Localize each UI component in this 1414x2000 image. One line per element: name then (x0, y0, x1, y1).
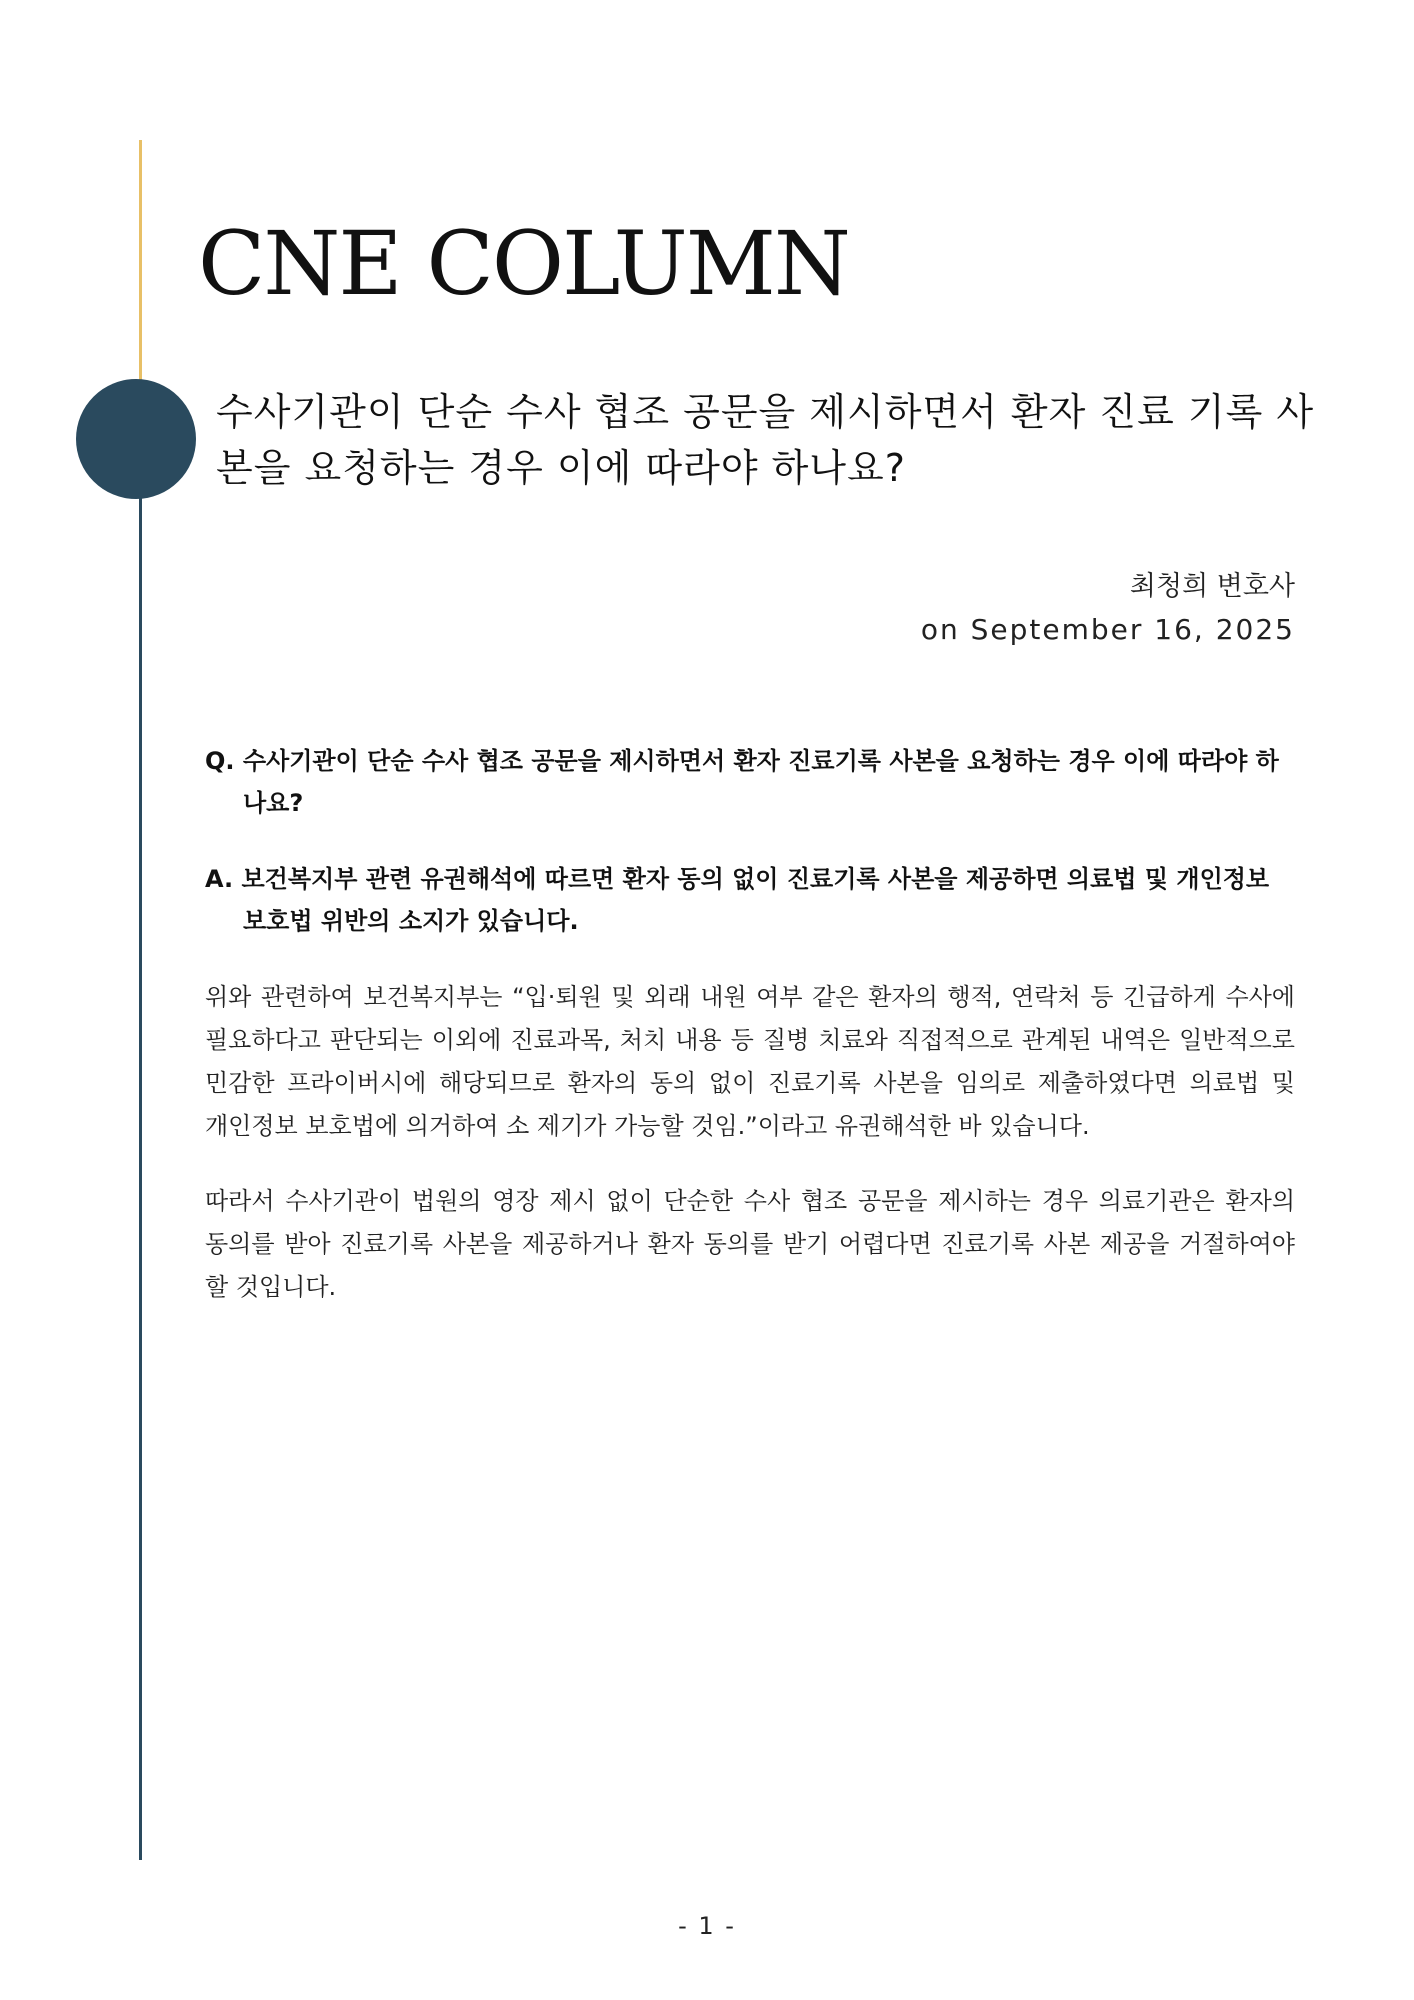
page-number: - 1 - (678, 1912, 736, 1940)
byline (921, 568, 1295, 654)
publish-date: on September 16, 2025 (920, 613, 1295, 646)
navy-accent-line (139, 380, 142, 1860)
body-paragraph-2: 따라서 수사기관이 법원의 영장 제시 없이 단순한 수사 협조 공문을 제시하는 경우 의료기관은 환자의 동의를 받아 진료기록 사본을 제공하거나 환자 동의를 받기 어렵다면 진료기록 사본 제공을 거절하여야 할 것입니다. (205, 1187, 1295, 1301)
column-brand-title: CNE COLUMN (198, 212, 849, 315)
article-headline: 수사기관이 단순 수사 협조 공문을 제시하면서 환자 진료 기록 사본을 요청하는 경우 이에 따라야 하나요? (216, 390, 1315, 490)
answer-text: A. 보건복지부 관련 유권해석에 따르면 환자 동의 없이 진료기록 사본을 제공하면 의료법 및 개인정보 보호법 위반의 소지가 있습니다. (205, 865, 1270, 935)
author-name: 최청희 변호사 (1129, 571, 1295, 602)
gold-accent-line (139, 140, 142, 380)
question-text: Q. 수사기관이 단순 수사 협조 공문을 제시하면서 환자 진료기록 사본을 요청하는 경우 이에 따라야 하나요? (205, 747, 1279, 817)
navy-circle-ornament (76, 379, 196, 499)
body-paragraph-1: 위와 관련하여 보건복지부는 “입·퇴원 및 외래 내원 여부 같은 환자의 행적, 연락처 등 긴급하게 수사에 필요하다고 판단되는 이외에 진료과목, 처치 내용 등 질병 치료와 직접적으로 관계된 내역은 일반적으로 민감한 프라이버시에 해당되므로 환자의 동의 없이 진료기록 사본을 임의로 제출하였다면 의료법 및 개인정보 보호법에 의거하여 소 제기가 가능할 것임.”이라고 유권해석한 바 있습니다. (205, 983, 1295, 1140)
article-body (205, 740, 1295, 1341)
